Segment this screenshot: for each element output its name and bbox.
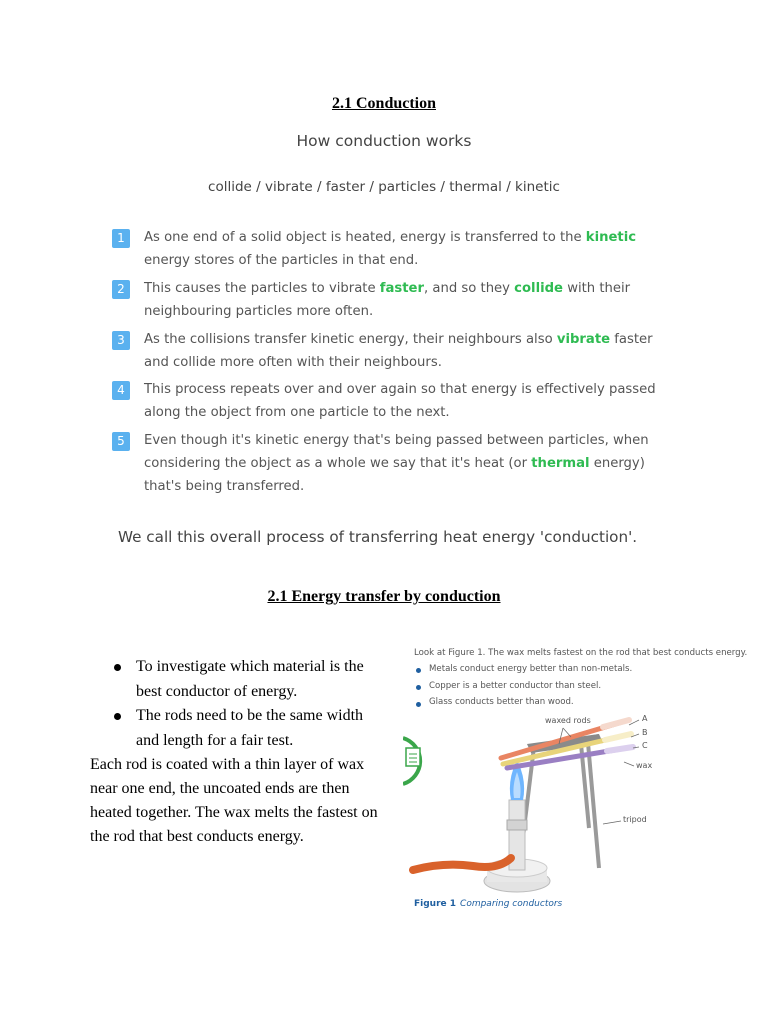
figure-point: Copper is a better conductor than steel. xyxy=(429,681,602,691)
step-text: As one end of a solid object is heated, energy is transferred to the kinetic energy stores of the particles in that end. xyxy=(144,230,637,268)
step-text: This process repeats over and over again so that energy is effectively passed along the object from one particle to the next. xyxy=(144,382,656,420)
step-number: 3 xyxy=(112,331,130,350)
step-number: 4 xyxy=(112,381,130,400)
label-rod-b: B xyxy=(642,728,648,737)
document-icon xyxy=(403,738,420,784)
bullet-list xyxy=(106,655,376,753)
label-tripod: tripod xyxy=(623,815,647,824)
step-text: Even though it's kinetic energy that's being passed between particles, when considering the object as a whole we say that it's heat (or thermal energy) that's being transferred. xyxy=(144,433,649,494)
step-number: 1 xyxy=(112,229,130,248)
keyword-list: collide / vibrate / faster / particles / thermal / kinetic xyxy=(208,179,560,195)
label-wax: wax xyxy=(636,761,653,770)
label-rod-c: C xyxy=(642,741,648,750)
step-text: As the collisions transfer kinetic energy, their neighbours also vibrate faster and collide more often with their neighbours. xyxy=(144,332,653,370)
figure-intro: Look at Figure 1. The wax melts fastest on the rod that best conducts energy. xyxy=(414,648,748,658)
figure-point: Metals conduct energy better than non-metals. xyxy=(429,664,633,674)
section-heading-conduction: 2.1 Conduction xyxy=(331,95,437,112)
step-number: 5 xyxy=(112,432,130,451)
label-waxed-rods: waxed rods xyxy=(545,716,591,725)
list-item: The rods need to be the same width and length for a fair test. xyxy=(106,704,376,753)
step-text: This causes the particles to vibrate faster, and so they collide with their neighbouring particles more often. xyxy=(144,281,631,319)
experiment-paragraph: Each rod is coated with a thin layer of wax near one end, the uncoated ends are then heated together. The wax melts the fastest on the rod that best conducts energy. xyxy=(90,756,378,845)
figure-point: Glass conducts better than wood. xyxy=(429,697,574,707)
step-number: 2 xyxy=(112,280,130,299)
section-heading-energy-transfer: 2.1 Energy transfer by conduction xyxy=(267,588,501,605)
list-item: To investigate which material is the best conductor of energy. xyxy=(106,655,376,704)
subtitle: How conduction works xyxy=(296,132,472,150)
conduction-summary: We call this overall process of transferring heat energy 'conduction'. xyxy=(118,528,638,546)
figure-comparing-conductors xyxy=(403,640,748,915)
bunsen-burner-diagram xyxy=(403,640,721,915)
label-rod-a: A xyxy=(642,714,648,723)
figure-caption: Figure 1 Comparing conductors xyxy=(414,899,563,909)
